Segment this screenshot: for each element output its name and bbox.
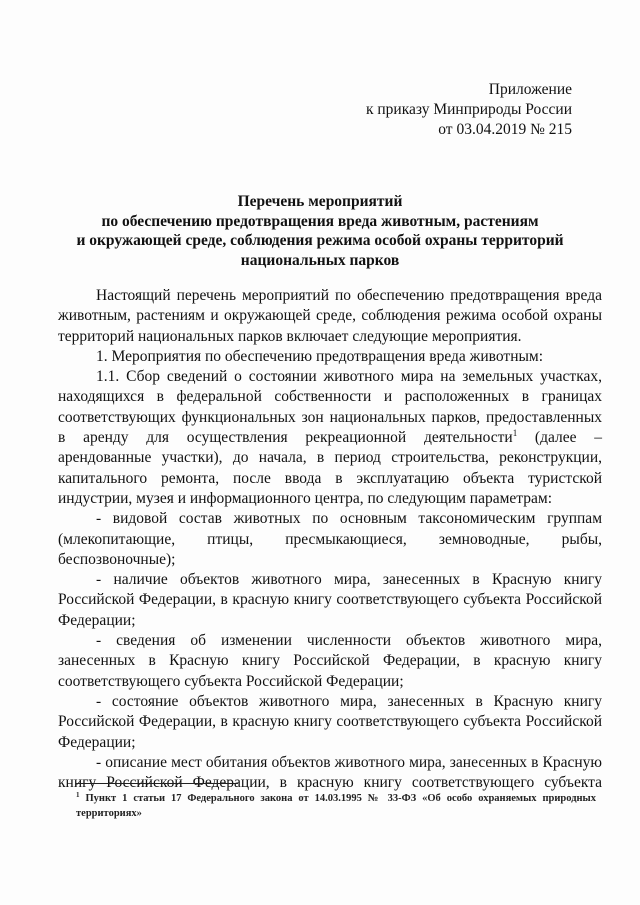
appendix-order-ref: к приказу Минприроды России <box>365 101 572 118</box>
footnote-marker: 1 <box>76 790 80 799</box>
bullet-population-changes: - сведения об изменении численности объектов животного мира, занесенных в Красную книгу Российской Федерации, в красную книгу соответствующего субъекта Российской Федерации; <box>58 632 602 690</box>
bullet-red-book-presence: - наличие объектов животного мира, занесенных в Красную книгу Российской Федерации, в красную книгу соответствующего субъекта Российской Федерации; <box>58 571 602 629</box>
item-1-1-paragraph <box>58 367 602 509</box>
title-line-4: национальных парков <box>240 251 400 269</box>
appendix-order-date: от 03.04.2019 № 215 <box>438 121 572 138</box>
document-body <box>58 286 602 793</box>
intro-paragraph: Настоящий перечень мероприятий по обеспечению предотвращения вреда животным, растениям и окружающей среде, соблюдения режима особой охраны территорий национальных парков включает следующие мероприятия. <box>58 287 602 345</box>
appendix-header <box>366 80 572 140</box>
footnote-divider <box>76 783 238 784</box>
title-line-3: и окружающей среде, соблюдения режима особой охраны территорий <box>76 232 564 249</box>
section-1-heading: 1. Мероприятия по обеспечению предотвращения вреда животным: <box>96 347 544 365</box>
item-1-1-text-start: 1.1. Сбор сведений о состоянии животного мира на земельных участках, находящихся в федеральной собственности и расположенных в границах соответствующих функциональных зон национальных парков, предоставленных в аренду для осуществления рекреационной деятельности <box>58 368 602 447</box>
title-line-1: Перечень мероприятий <box>237 193 403 210</box>
bullet-habitat-description: - описание мест обитания объектов животного мира, занесенных в Красную книгу Российской Федерации, в красную книгу соответствующего субъекта <box>58 753 602 792</box>
item-1-1-text-end: (далее – арендованные участки), до начала, в период строительства, реконструкции, капитального ремонта, после ввода в эксплуатацию объекта туристской индустрии, музея и информационного центра, по следующим параметрам: <box>58 429 602 507</box>
footnote-text: Пункт 1 статьи 17 Федерального закона от 14.03.1995 № 33-ФЗ «Об особо охраняемых природных территориях» <box>76 793 596 819</box>
document-title <box>60 192 580 270</box>
bullet-species-composition: - видовой состав животных по основным таксономическим группам (млекопитающие, птицы, пресмыкающиеся, земноводные, рыбы, беспозвоночные); <box>58 510 602 568</box>
footnote-reference: 1 <box>512 427 518 438</box>
bullet-red-book-state: - состояние объектов животного мира, занесенных в Красную книгу Российской Федерации, в красную книгу соответствующего субъекта Российской Федерации; <box>58 692 602 751</box>
appendix-label: Приложение <box>488 81 572 98</box>
footnote <box>76 791 596 821</box>
title-line-2: по обеспечению предотвращения вреда животным, растениям <box>101 212 539 230</box>
